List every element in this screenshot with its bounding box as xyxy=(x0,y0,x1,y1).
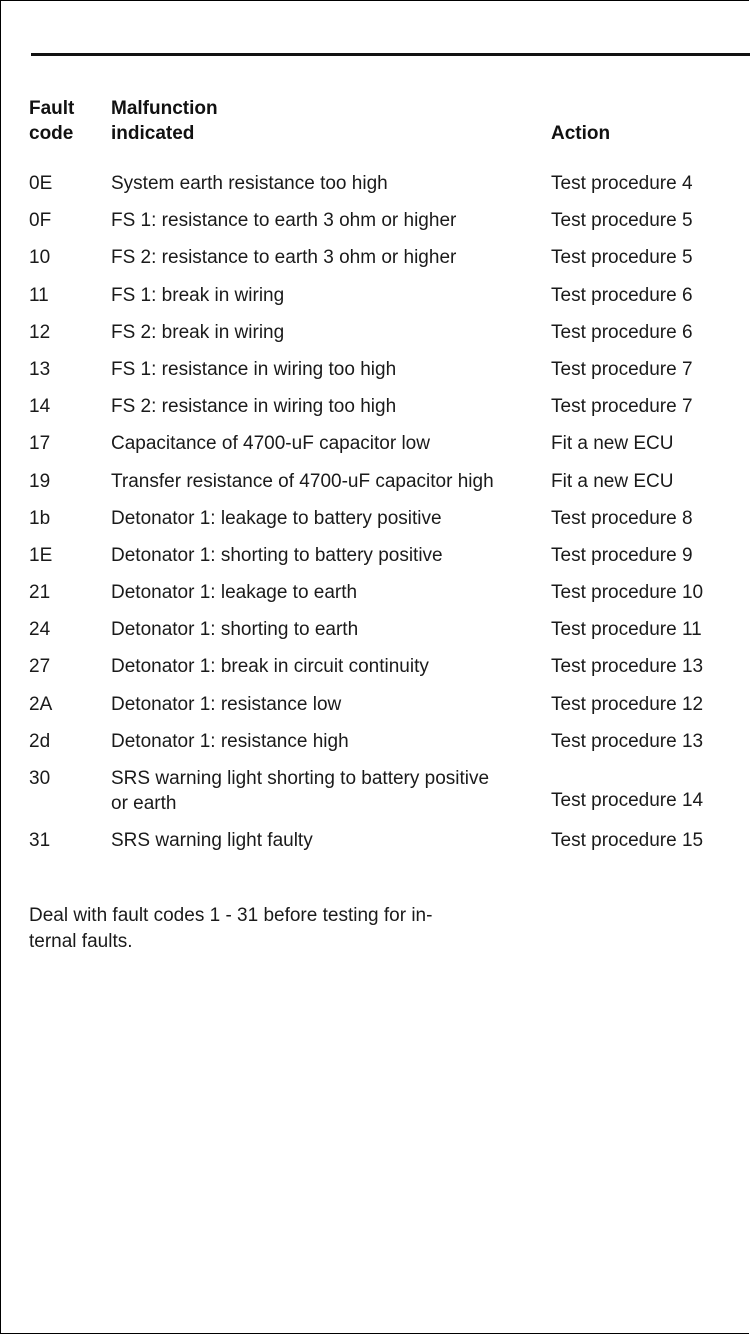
malfunction: SRS warning light faulty xyxy=(111,830,313,851)
action: Test procedure 10 xyxy=(551,582,704,604)
fault-code: 19 xyxy=(29,470,51,492)
footnote-line-2: ternal faults. xyxy=(29,931,133,952)
fault-code: 17 xyxy=(29,433,51,455)
malfunction xyxy=(111,766,541,816)
table-row xyxy=(0,729,750,766)
table-row xyxy=(0,357,750,394)
action: Test procedure 14 xyxy=(551,790,704,811)
action: Test procedure 13 xyxy=(551,656,704,678)
malfunction: Detonator 1: leakage to earth xyxy=(111,582,358,604)
header-fault-code-line-2: code xyxy=(29,123,74,144)
table-row xyxy=(0,394,750,431)
header-fault-code xyxy=(29,96,99,146)
malfunction: FS 2: break in wiring xyxy=(111,321,285,343)
malfunction: FS 1: break in wiring xyxy=(111,284,285,306)
fault-code: 21 xyxy=(29,582,51,604)
malfunction: FS 1: resistance in wiring too high xyxy=(111,358,397,380)
action: Test procedure 13 xyxy=(551,730,704,752)
action: Test procedure 8 xyxy=(551,507,693,529)
fault-code: 0E xyxy=(29,173,53,194)
malfunction: Transfer resistance of 4700-uF capacitor high xyxy=(111,470,494,492)
table-row xyxy=(0,320,750,357)
header-malfunction-line-1: Malfunction xyxy=(111,98,218,119)
action: Test procedure 12 xyxy=(551,693,704,715)
fault-code: 13 xyxy=(29,358,51,380)
table-row xyxy=(0,617,750,654)
malfunction-line-1: SRS warning light shorting to battery positive xyxy=(111,768,490,789)
fault-code: 24 xyxy=(29,619,51,641)
malfunction: FS 2: resistance to earth 3 ohm or higher xyxy=(111,247,457,269)
fault-code: 14 xyxy=(29,396,51,418)
header-malfunction xyxy=(111,96,411,146)
fault-code: 2d xyxy=(29,730,51,752)
fault-code: 31 xyxy=(29,830,51,851)
fault-code: 11 xyxy=(29,284,49,306)
fault-code: 1E xyxy=(29,544,53,566)
table-row xyxy=(0,245,750,282)
fault-code: 10 xyxy=(29,247,51,269)
malfunction: Detonator 1: break in circuit continuity xyxy=(111,656,429,678)
action: Test procedure 15 xyxy=(551,830,704,851)
malfunction: Detonator 1: resistance low xyxy=(111,693,342,715)
header-fault-code-line-1: Fault xyxy=(29,98,75,119)
footnote-line-1: Deal with fault codes 1 - 31 before testing for in- xyxy=(29,905,433,926)
table-row xyxy=(0,431,750,468)
malfunction: System earth resistance too high xyxy=(111,173,388,194)
table-row xyxy=(0,208,750,245)
action: Test procedure 6 xyxy=(551,284,693,306)
malfunction-line-2: or earth xyxy=(111,793,177,814)
action: Fit a new ECU xyxy=(551,470,674,492)
table-row xyxy=(0,469,750,506)
table-row xyxy=(0,506,750,543)
action: Test procedure 6 xyxy=(551,321,693,343)
malfunction: Detonator 1: leakage to battery positive xyxy=(111,507,442,529)
fault-code: 12 xyxy=(29,321,51,343)
fault-code: 2A xyxy=(29,693,53,715)
header-action: Action xyxy=(551,123,611,144)
malfunction: FS 2: resistance in wiring too high xyxy=(111,396,397,418)
malfunction: Detonator 1: shorting to earth xyxy=(111,619,359,641)
action: Test procedure 4 xyxy=(551,173,693,194)
table-row xyxy=(0,692,750,729)
table-row xyxy=(0,283,750,320)
action: Test procedure 5 xyxy=(551,247,693,269)
action: Test procedure 9 xyxy=(551,544,693,566)
action: Fit a new ECU xyxy=(551,433,674,455)
header-malfunction-line-2: indicated xyxy=(111,123,195,144)
table-row xyxy=(0,766,750,828)
fault-code: 0F xyxy=(29,210,52,232)
fault-code-table xyxy=(0,171,750,865)
table-row xyxy=(0,580,750,617)
table-row xyxy=(0,654,750,691)
fault-code: 30 xyxy=(29,768,51,789)
fault-code: 1b xyxy=(29,507,51,529)
table-row xyxy=(0,543,750,580)
action: Test procedure 7 xyxy=(551,358,693,380)
fault-code: 27 xyxy=(29,656,51,678)
action: Test procedure 7 xyxy=(551,396,693,418)
footnote xyxy=(29,903,489,955)
action: Test procedure 11 xyxy=(551,619,702,641)
table-row xyxy=(0,828,750,865)
malfunction: Capacitance of 4700-uF capacitor low xyxy=(111,433,430,455)
action: Test procedure 5 xyxy=(551,210,693,232)
malfunction: Detonator 1: shorting to battery positive xyxy=(111,544,443,566)
table-row xyxy=(0,171,750,208)
malfunction: Detonator 1: resistance high xyxy=(111,730,349,752)
top-rule xyxy=(31,53,750,56)
malfunction: FS 1: resistance to earth 3 ohm or higher xyxy=(111,210,457,232)
